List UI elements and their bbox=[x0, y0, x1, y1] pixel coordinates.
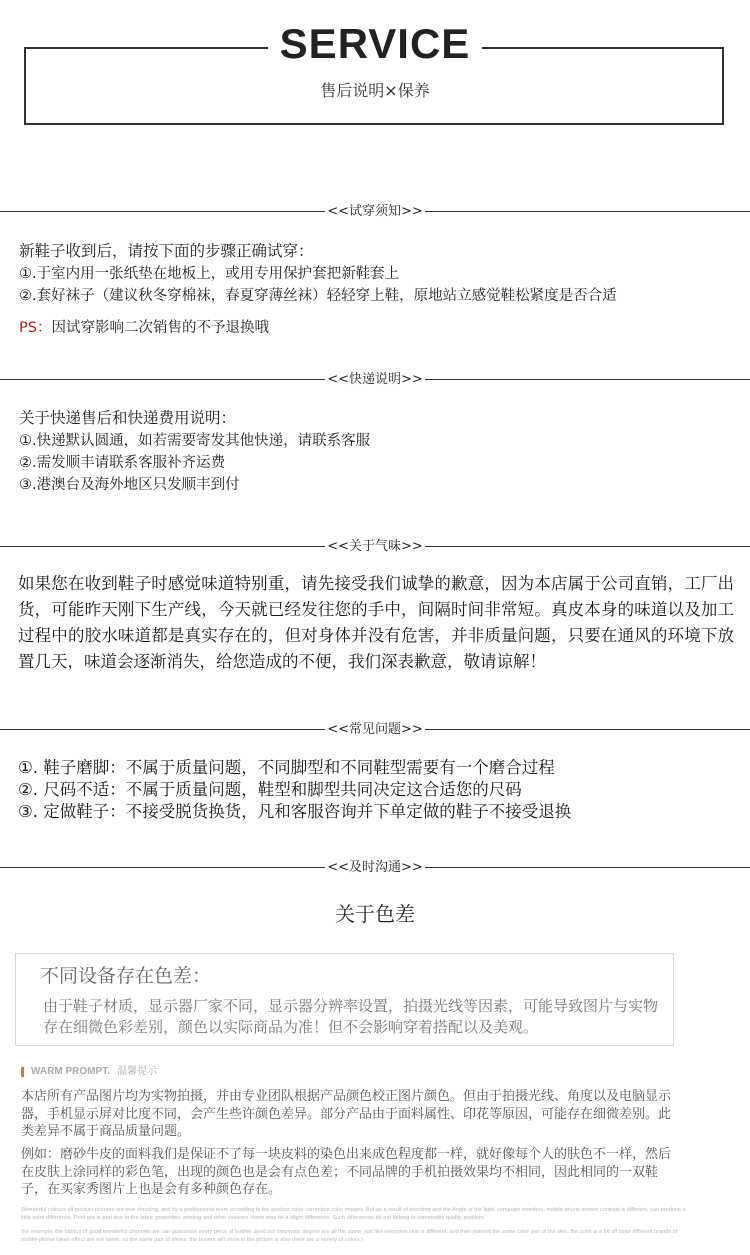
ps-text: 因试穿影响二次销售的不予退换哦 bbox=[51, 320, 269, 336]
fitting-step-2: ②.套好袜子（建议秋冬穿棉袜，春夏穿薄丝袜）轻轻穿上鞋，原地站立感觉鞋松紧度是否合适 bbox=[19, 288, 617, 304]
color-diff-title: 关于色差 bbox=[335, 902, 415, 926]
faq-item-3: ③. 定做鞋子：不接受脱货换货，凡和客服咨询并下单定做的鞋子不接受退换 bbox=[18, 802, 572, 821]
express-item-2: ②.需发顺丰请联系客服补齐运费 bbox=[19, 455, 226, 471]
service-subtitle: 售后说明×保养 bbox=[320, 81, 430, 100]
warm-prompt-cn: 温馨提示 bbox=[117, 1066, 157, 1077]
warm-prompt-en: WARM PROMPT. bbox=[31, 1066, 110, 1077]
warm-prompt-marker bbox=[21, 1067, 24, 1077]
fitting-step-1: ①.于室内用一张纸垫在地板上，或用专用保护套把新鞋套上 bbox=[19, 266, 400, 282]
express-item-3: ③.港澳台及海外地区只发顺丰到付 bbox=[19, 477, 240, 493]
section-label-faq: <<常见问题>> bbox=[327, 722, 423, 737]
section-label-contact: <<及时沟通>> bbox=[327, 860, 423, 875]
fitting-ps bbox=[19, 317, 269, 339]
faq-item-2: ②. 尺码不适：不属于质量问题，鞋型和脚型共同决定这合适您的尺码 bbox=[18, 780, 522, 799]
smell-paragraph: 如果您在收到鞋子时感觉味道特别重，请先接受我们诚挚的歉意，因为本店属于公司直销，工厂出货，可能昨天刚下生产线，今天就已经发往您的手中，间隔时间非常短。真皮本身的味道以及加工过程中的胶水味道都是真实存在的，但对身体并没有危害，并非质量问题，只要在通风的环境下放置几天，味道会逐渐消失，给您造成的不便，我们深表歉意，敬请谅解！ bbox=[18, 574, 734, 671]
express-item-1: ①.快递默认圆通，如若需要寄发其他快递，请联系客服 bbox=[19, 433, 371, 449]
fine-print-2: (for example, the fabrics of good wonderful channels we can guarantee every piece of leather dyed out chromatic degree are all the same, just like everyone skin is different, and then painted the same color pen of the skin, the color is a bit off color different brands of mobile phone taken effect are not same, so the same pair of shoes, the buyers will show in the picture is also there are a variety of colors.) bbox=[21, 1229, 678, 1243]
section-label-smell: <<关于气味>> bbox=[327, 539, 423, 554]
service-title: SERVICE bbox=[0, 18, 750, 70]
warm-paragraph-2: 例如：磨砂牛皮的面料我们是保证不了每一块皮料的染色出来成色程度都一样，就好像每个人的肤色不一样，然后在皮肤上涂同样的彩色笔，出现的颜色也是会有点色差；不同品牌的手机拍摄效果均不相同，因此相同的一双鞋子，在买家秀图片上也是会有多种颜色存在。 bbox=[21, 1147, 672, 1197]
fitting-intro: 新鞋子收到后，请按下面的步骤正确试穿： bbox=[19, 242, 314, 260]
express-intro: 关于快递售后和快递费用说明： bbox=[19, 409, 237, 427]
color-diff-text: 由于鞋子材质，显示器厂家不同，显示器分辨率设置，拍摄光线等因素，可能导致图片与实物存在细微色彩差别，颜色以实际商品为准！但不会影响穿着搭配以及美观。 bbox=[43, 997, 659, 1036]
section-label-express: <<快递说明>> bbox=[327, 372, 423, 387]
color-diff-heading: 不同设备存在色差： bbox=[40, 965, 212, 987]
fine-print-1: Wonderful colours all product pictures are true shooting, and by a professional team according to the product color correction color images. But as a result of shooting and the Angle of the light, computer monitors, mobile phone screen contrast is different, can produce a little color difference. Print are in part due to the fabric properties, printing and other reasons, there may be a slight difference. Such differences do not belong to commodity quality problem. bbox=[21, 1207, 686, 1221]
ps-label: PS： bbox=[19, 320, 52, 336]
faq-item-1: ①. 鞋子磨脚：不属于质量问题，不同脚型和不同鞋型需要有一个磨合过程 bbox=[18, 758, 555, 777]
warm-paragraph-1: 本店所有产品图片均为实物拍摄，并由专业团队根据产品颜色校正图片颜色。但由于拍摄光线、角度以及电脑显示器，手机显示屏对比度不同，会产生些许颜色差异。部分产品由于面料属性、印花等原因，可能存在细微差别。此类差异不属于商品质量问题。 bbox=[21, 1089, 672, 1139]
section-label-fitting: <<试穿须知>> bbox=[327, 204, 423, 219]
